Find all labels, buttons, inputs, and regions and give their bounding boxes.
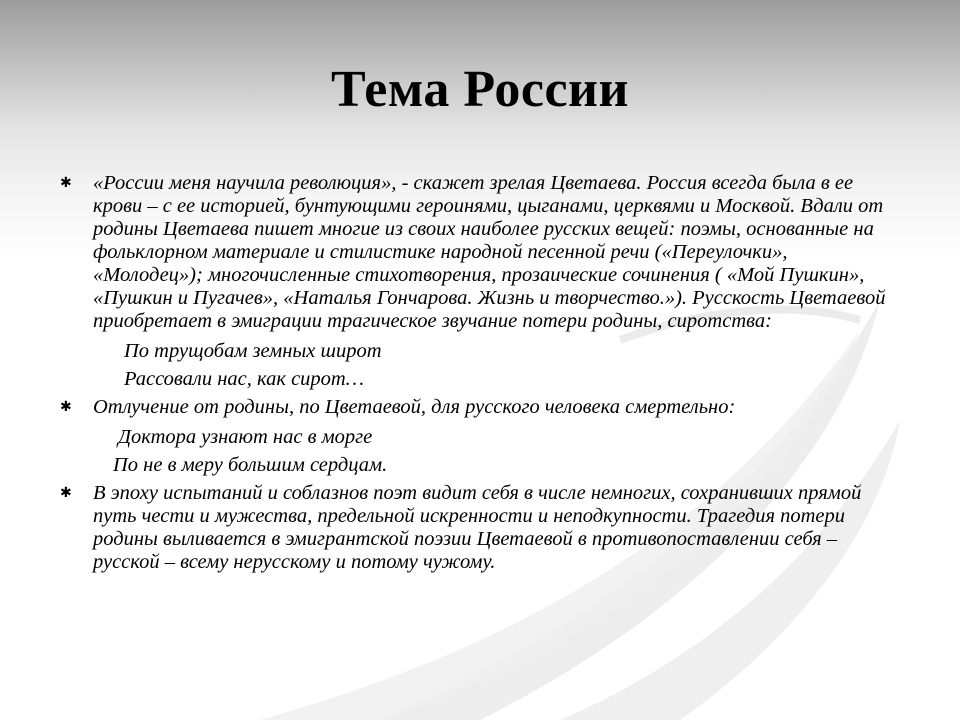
bullet-text: В эпоху испытаний и соблазнов поэт видит себя в числе немногих, сохранивших прямой путь чести и мужества, предельной искренности и неподкупности. Трагедия потери родины выливается в эмигрантской поэзии Цветаевой в противопоставлении себя – русской – всему нерусскому и потому чужому. <box>93 482 862 573</box>
poem-line: Рассовали нас, как сирот… <box>124 368 364 390</box>
poem-line: Доктора узнают нас в морге <box>118 426 373 448</box>
bullet-item <box>60 482 900 574</box>
bullet-item <box>60 172 900 390</box>
asterisk-bullet-icon: ✱ <box>60 486 72 501</box>
bullet-text: «России меня научила революция», - скажет зрелая Цветаева. Россия всегда была в ее крови – с ее историей, бунтующими героинями, цыганами, церквями и Москвой. Вдали от родины Цветаева пишет многие из своих наиболее русских вещей: поэмы, основанные на фольклорном материале и стилистике народной песенной речи («Переулочки», «Молодец»); многочисленные стихотворения, прозаические сочинения ( «Мой Пушкин», «Пушкин и Пугачев», «Наталья Гончарова. Жизнь и творчество.»). Русскость Цветаевой приобретает в эмиграции трагическое звучание потери родины, сиротства: <box>93 172 886 332</box>
poem-quote <box>93 340 900 390</box>
poem-line: По трущобам земных широт <box>124 340 382 362</box>
slide-title: Тема России <box>331 61 629 118</box>
poem-quote <box>93 426 900 476</box>
bullet-item <box>60 396 900 476</box>
asterisk-bullet-icon: ✱ <box>60 400 72 415</box>
poem-line: По не в меру большим сердцам. <box>113 454 388 476</box>
bullet-text: Отлучение от родины, по Цветаевой, для русского человека смертельно: <box>93 396 736 418</box>
asterisk-bullet-icon: ✱ <box>60 176 72 191</box>
slide-body <box>60 172 900 574</box>
